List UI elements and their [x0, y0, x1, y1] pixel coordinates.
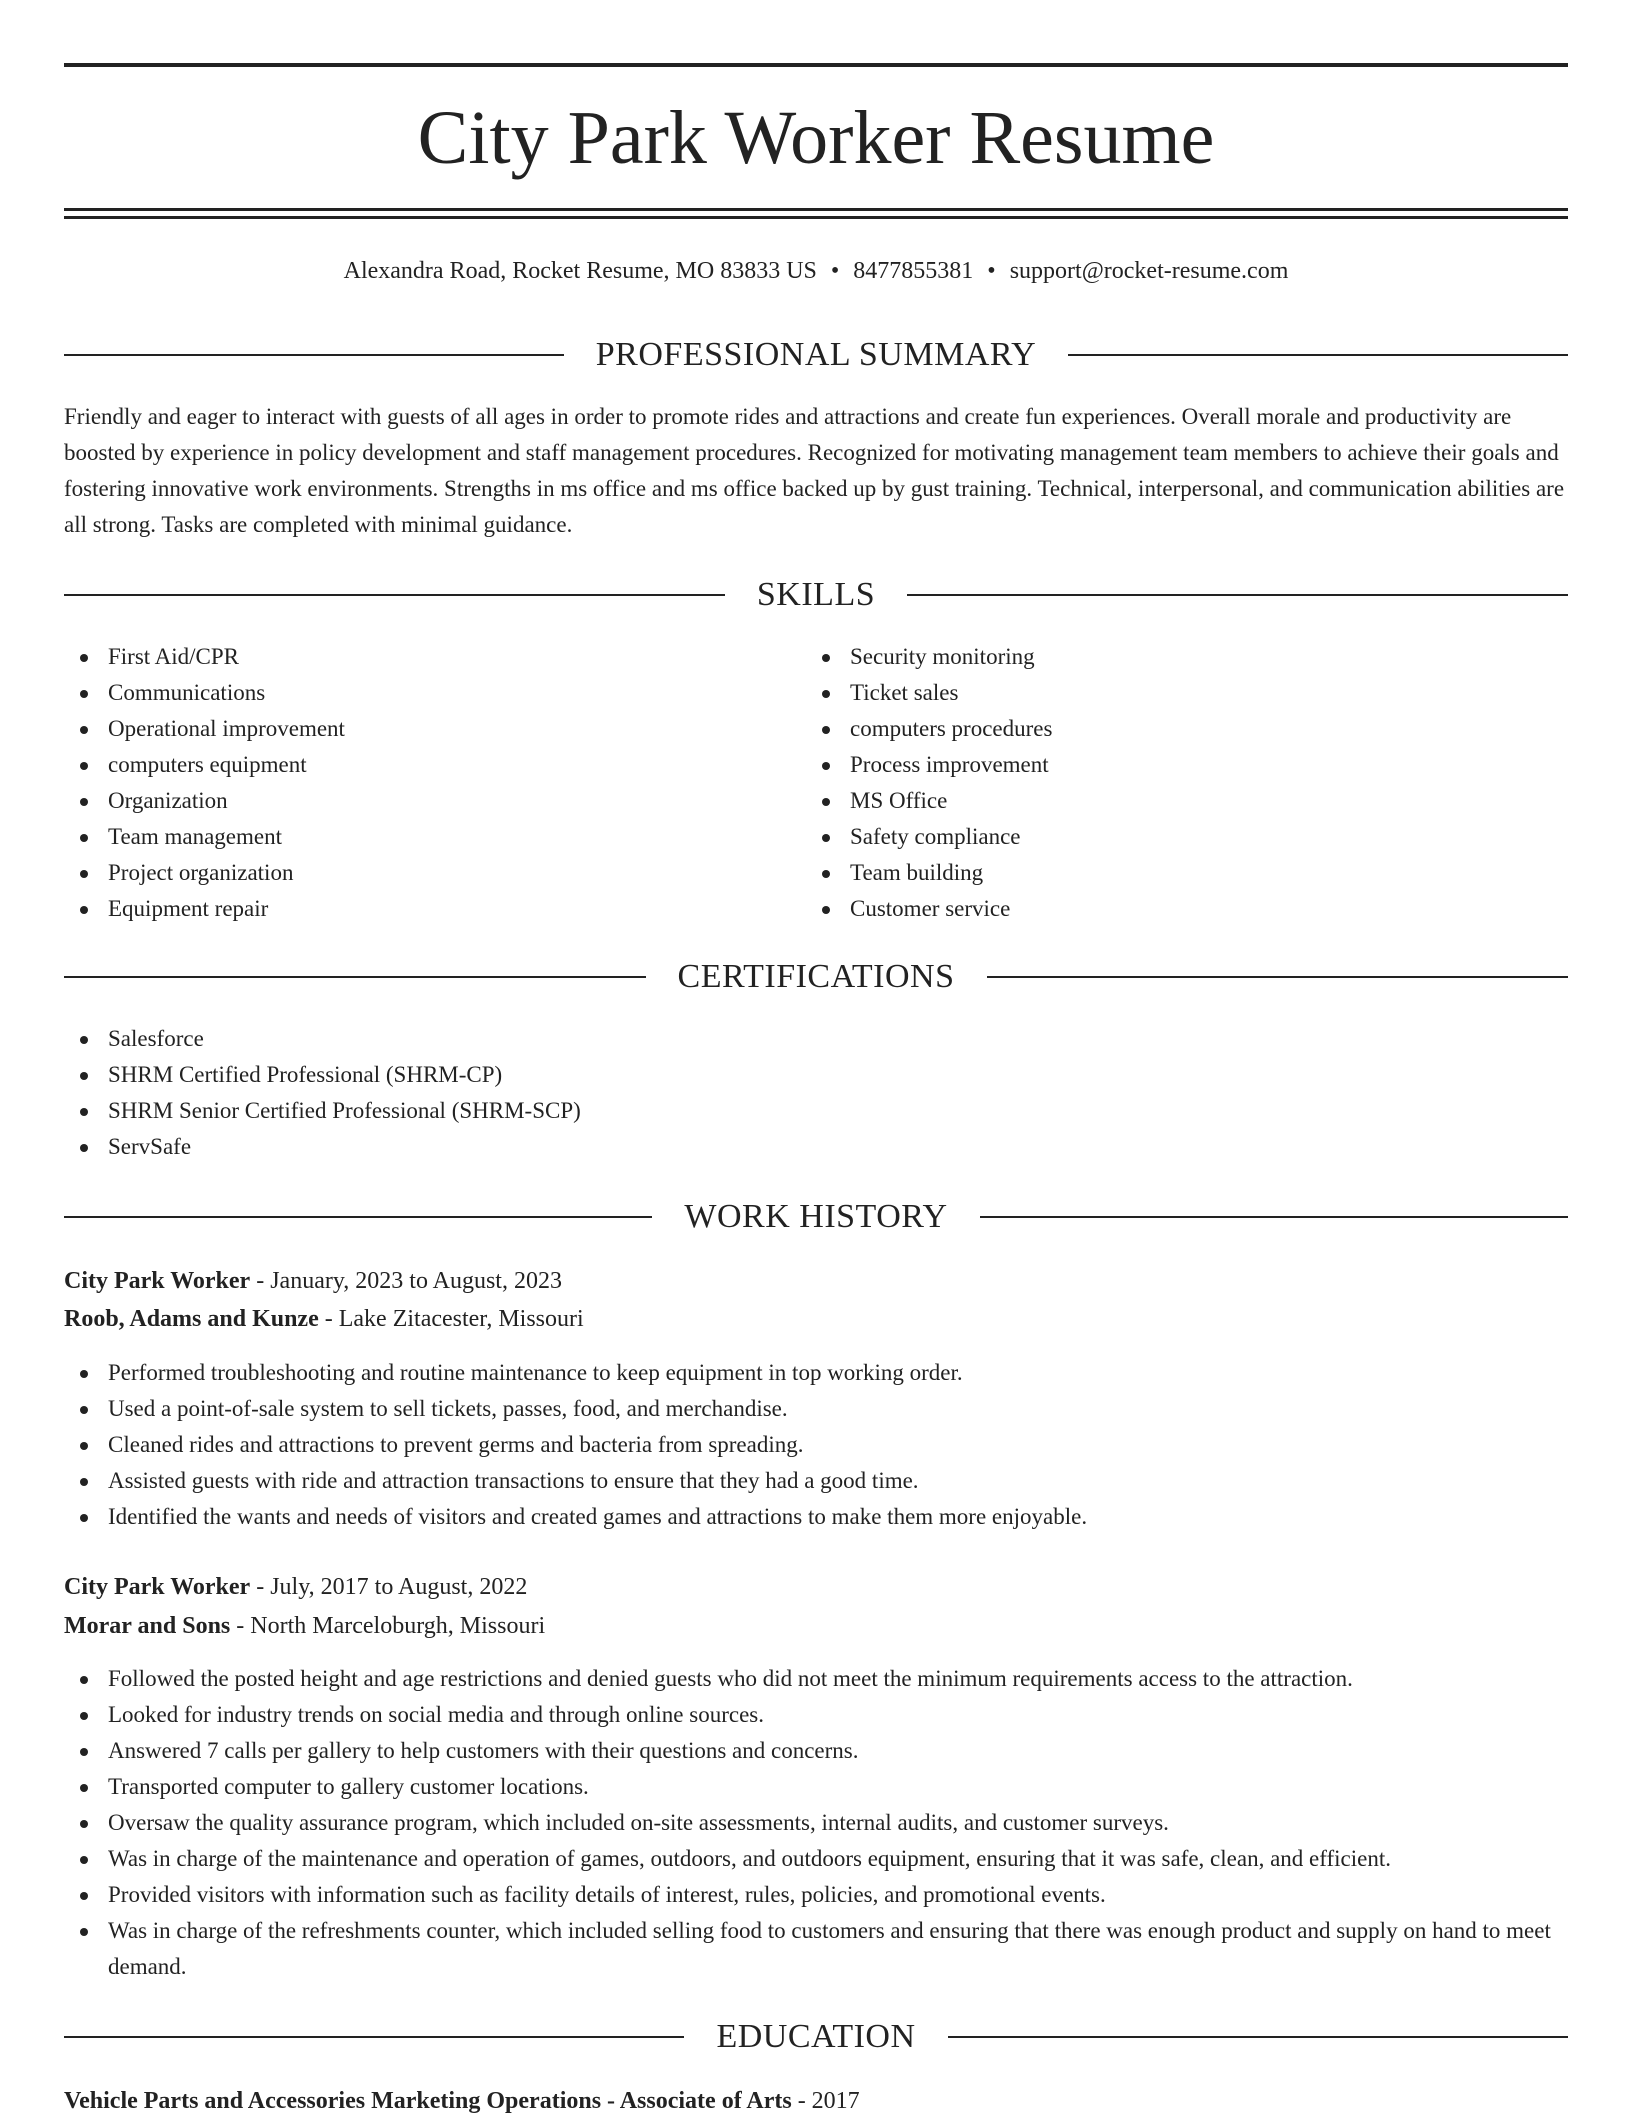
education-year: - 2017 [791, 2088, 860, 2114]
job-duty: Was in charge of the maintenance and operation of games, outdoors, and outdoors equipment, ensuring that it was safe, clean, and efficient. [64, 1841, 1568, 1877]
job-duty: Transported computer to gallery customer locations. [64, 1769, 1568, 1805]
contact-separator: • [987, 258, 996, 284]
top-rule [64, 63, 1568, 67]
job-duty: Looked for industry trends on social media and through online sources. [64, 1697, 1568, 1733]
education-heading [64, 2015, 1568, 2059]
skill-item: Ticket sales [806, 675, 1506, 711]
job-dates: - July, 2017 to August, 2022 [250, 1574, 528, 1600]
skill-item: Communications [64, 675, 764, 711]
certifications-heading [64, 955, 1568, 999]
skills-heading [64, 573, 1568, 617]
contact-address: Alexandra Road, Rocket Resume, MO 83833 US [343, 258, 817, 284]
skill-item: First Aid/CPR [64, 639, 764, 675]
skills-heading-label: SKILLS [756, 576, 876, 613]
job-duties-list [64, 1355, 1568, 1535]
job-duty: Used a point-of-sale system to sell tickets, passes, food, and merchandise. [64, 1391, 1568, 1427]
heading-rule [64, 594, 725, 596]
skill-item: Team management [64, 819, 764, 855]
contact-email: support@rocket-resume.com [1009, 258, 1289, 284]
skill-item: Team building [806, 855, 1506, 891]
education-degree: Vehicle Parts and Accessories Marketing Operations - Associate of Arts [64, 2088, 792, 2114]
heading-rule [64, 1216, 652, 1218]
title-rule-upper [64, 208, 1568, 211]
skill-item: Project organization [64, 855, 764, 891]
contact-separator: • [830, 258, 840, 284]
contact-line [64, 253, 1568, 289]
job-company: Morar and Sons [64, 1613, 231, 1639]
job-company-line [64, 1607, 1568, 1645]
heading-rule [907, 594, 1568, 596]
skill-item: computers procedures [806, 711, 1506, 747]
certification-item: SHRM Certified Professional (SHRM-CP) [64, 1057, 1568, 1093]
certification-item: SHRM Senior Certified Professional (SHRM-SCP) [64, 1093, 1568, 1129]
contact-phone: 8477855381 [853, 258, 974, 284]
certifications-list [64, 1021, 1568, 1165]
page-title: City Park Worker Resume [417, 96, 1215, 180]
job-duty: Answered 7 calls per gallery to help customers with their questions and concerns. [64, 1733, 1568, 1769]
work-history-heading [64, 1195, 1568, 1239]
skill-item: Equipment repair [64, 891, 764, 927]
skill-item: Customer service [806, 891, 1506, 927]
job-company: Roob, Adams and Kunze [64, 1306, 319, 1332]
heading-rule [1068, 354, 1568, 356]
skill-item: Safety compliance [806, 819, 1506, 855]
heading-rule [948, 2036, 1568, 2038]
skills-list-right [806, 639, 1506, 927]
skill-item: Operational improvement [64, 711, 764, 747]
summary-heading-label: PROFESSIONAL SUMMARY [595, 336, 1037, 373]
skill-item: Organization [64, 783, 764, 819]
heading-rule [64, 976, 646, 978]
job-duty: Oversaw the quality assurance program, which included on-site assessments, internal audits, and customer surveys. [64, 1805, 1568, 1841]
skill-item: Security monitoring [806, 639, 1506, 675]
job-duty: Performed troubleshooting and routine maintenance to keep equipment in top working order. [64, 1355, 1568, 1391]
heading-rule [64, 2036, 684, 2038]
job-duties-list [64, 1661, 1568, 1985]
job-duty: Provided visitors with information such as facility details of interest, rules, policies, and promotional events. [64, 1877, 1568, 1913]
skill-item: MS Office [806, 783, 1506, 819]
job-title-line [64, 1568, 1568, 1606]
job-location: - Lake Zitacester, Missouri [318, 1306, 584, 1332]
work-history-heading-label: WORK HISTORY [684, 1198, 948, 1235]
title-rule-lower [64, 216, 1568, 219]
certification-item: ServSafe [64, 1129, 1568, 1165]
skill-item: computers equipment [64, 747, 764, 783]
certification-item: Salesforce [64, 1021, 1568, 1057]
heading-rule [64, 354, 564, 356]
job-duty: Assisted guests with ride and attraction transactions to ensure that they had a good time. [64, 1463, 1568, 1499]
job-duty: Was in charge of the refreshments counter, which included selling food to customers and ensuring that there was enough product and supply on hand to meet demand. [64, 1913, 1568, 1985]
job-company-line [64, 1300, 1568, 1338]
job-location: - North Marceloburgh, Missouri [230, 1613, 546, 1639]
heading-rule [987, 976, 1569, 978]
education-heading-label: EDUCATION [716, 2018, 916, 2055]
job-title: City Park Worker [64, 1268, 251, 1294]
skill-item: Process improvement [806, 747, 1506, 783]
skills-list-left [64, 639, 764, 927]
job-dates: - January, 2023 to August, 2023 [250, 1268, 562, 1294]
job-duty: Cleaned rides and attractions to prevent germs and bacteria from spreading. [64, 1427, 1568, 1463]
job-duty: Identified the wants and needs of visitors and created games and attractions to make them more enjoyable. [64, 1499, 1568, 1535]
job-title: City Park Worker [64, 1574, 251, 1600]
summary-text: Friendly and eager to interact with guests of all ages in order to promote rides and attractions and create fun experiences. Overall morale and productivity are boosted by experience in policy development and staff management procedures. Recognized for motivating management team members to achieve their goals and fostering innovative work environments. Strengths in ms office and ms office backed up by gust training. Technical, interpersonal, and communication abilities are all strong. Tasks are completed with minimal guidance. [64, 404, 1565, 537]
heading-rule [980, 1216, 1568, 1218]
job-title-line [64, 1262, 1568, 1300]
certifications-heading-label: CERTIFICATIONS [677, 958, 955, 995]
education-entry [64, 2082, 1568, 2120]
job-duty: Followed the posted height and age restrictions and denied guests who did not meet the minimum requirements access to the attraction. [64, 1661, 1568, 1697]
summary-heading [64, 333, 1568, 377]
